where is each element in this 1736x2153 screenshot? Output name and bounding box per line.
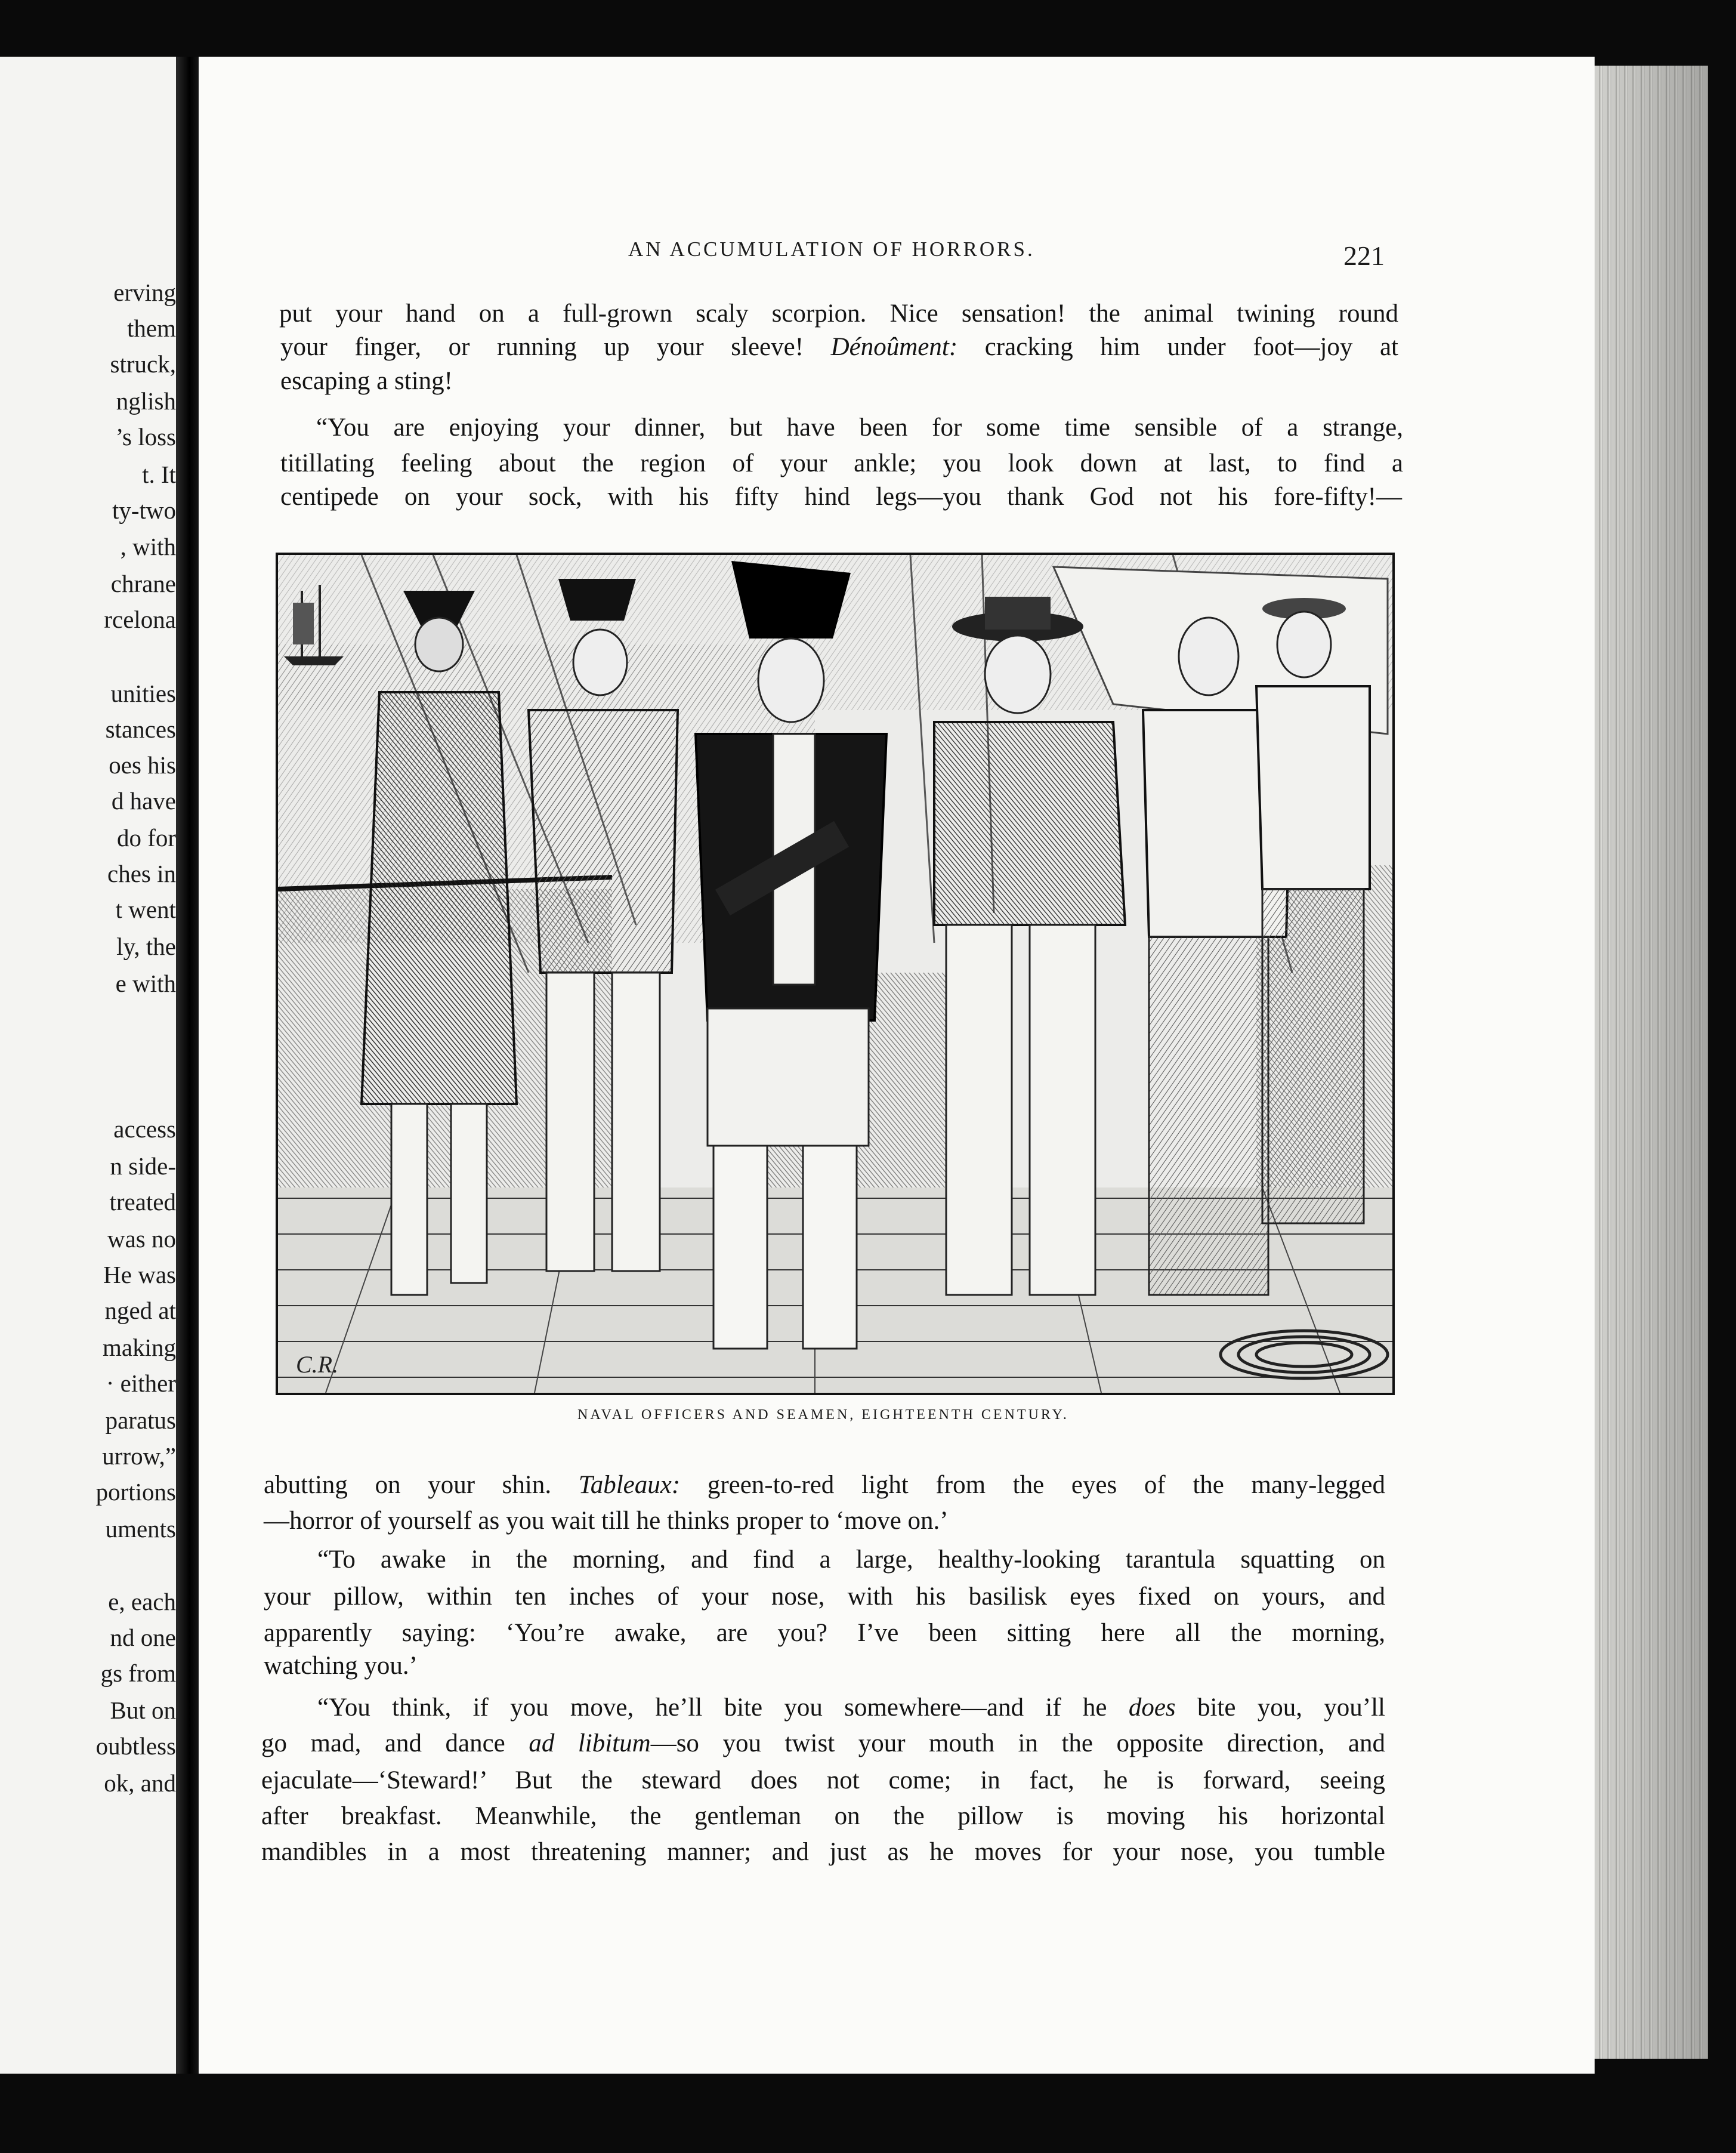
left-page-line: n side- [110,1152,176,1180]
italic-phrase: Dénoûment: [830,333,958,361]
text-line: titillating feeling about the region of your ankle; you look down at last, to find a [280,449,1403,477]
left-page-line: making [103,1334,176,1361]
left-page-line: uments [105,1515,176,1543]
left-page-line: ly, the [116,933,176,960]
left-page-line: oes his [109,751,176,779]
page-number: 221 [1343,240,1385,271]
running-head: AN ACCUMULATION OF HORRORS. [628,237,1035,261]
left-page-line: stances [105,715,176,743]
left-page-line: He was [103,1261,176,1288]
left-page-line: But on [110,1697,176,1724]
italic-phrase: ad libitum [529,1729,651,1757]
left-page-line: portions [95,1478,176,1506]
text-line: after breakfast. Meanwhile, the gentleman on the pillow is moving his horizontal [261,1802,1385,1830]
left-page-line: urrow,” [102,1442,176,1470]
text-line: mandibles in a most threatening manner; and just as he moves for your nose, you tumble [261,1838,1385,1866]
text-line: your pillow, within ten inches of your nose, with his basilisk eyes fixed on yours, and [264,1583,1385,1611]
left-page-line: · either [106,1369,176,1397]
left-page-line: t went [115,896,176,923]
text-line: “To awake in the morning, and find a large, healthy-looking tarantula squatting on [317,1546,1385,1574]
text-line: abutting on your shin. Tableaux: green-to-red light from the eyes of the many-legged [264,1471,1385,1499]
left-page-line: , with [120,533,176,560]
figure-sailor-far-right [1256,598,1370,1223]
left-page-line: rcelona [104,606,176,633]
text-line: “You are enjoying your dinner, but have been for some time sensible of a strange, [316,414,1403,442]
left-page-line: ches in [107,860,176,887]
left-page-line: oubtless [95,1732,176,1760]
left-page-line: paratus [105,1406,176,1434]
left-page-line: nglish [116,387,176,415]
book-gutter [176,57,199,2074]
left-page-line: nged at [104,1297,176,1324]
italic-phrase: Tableaux: [578,1471,681,1499]
engraving-signature: C.R. [296,1351,339,1378]
left-page-line: erving [113,279,176,306]
text-line: put your hand on a full-grown scaly scorpion. Nice sensation! the animal twining round [279,300,1398,328]
left-page-line: chrane [110,570,176,597]
left-page-line: was no [107,1225,176,1253]
text-line: your finger, or running up your sleeve! Dénoûment: cracking him under foot—joy at [280,333,1398,361]
left-page-line: d have [111,787,176,815]
text-line: —horror of yourself as you wait till he thinks proper to ‘move on.’ [264,1507,949,1535]
left-page-line: t. It [142,461,176,488]
text-line: “You think, if you move, he’ll bite you somewhere—and if he does bite you, you’ll [317,1694,1385,1722]
left-page-line: ok, and [104,1769,176,1797]
left-page-line: ty-two [112,496,176,524]
left-page-line: them [127,314,176,342]
page-edges [1595,66,1708,2059]
text-line: ejaculate—‘Steward!’ But the steward does not come; in fact, he is forward, seeing [261,1766,1385,1794]
left-page-line: nd one [110,1624,176,1651]
left-page-line: gs from [100,1660,176,1687]
left-page-line: unities [110,680,176,707]
text-line: watching you.’ [264,1652,418,1680]
text-line: centipede on your sock, with his fifty hind legs—you thank God not his fore-fifty!— [280,483,1402,511]
text-line: go mad, and dance ad libitum—so you twist your mouth in the opposite direction, and [261,1729,1386,1757]
text-line: apparently saying: ‘You’re awake, are you? I’ve been sitting here all the morning, [264,1619,1385,1647]
left-page-line: ’s loss [115,423,176,451]
engraving-drawing [278,555,1392,1393]
left-page-line: e, each [108,1588,176,1615]
italic-phrase: does [1128,1694,1176,1722]
left-page [0,57,176,2074]
engraving-illustration [276,553,1395,1395]
left-page-line: e with [115,970,176,997]
left-page-line: access [113,1115,176,1143]
left-page-line: treated [109,1188,176,1216]
figure-caption: NAVAL OFFICERS AND SEAMEN, EIGHTEENTH CENTURY. [577,1407,1069,1423]
left-page-line: struck, [110,350,176,378]
left-page-line: do for [116,824,176,852]
text-line: escaping a sting! [280,367,453,395]
